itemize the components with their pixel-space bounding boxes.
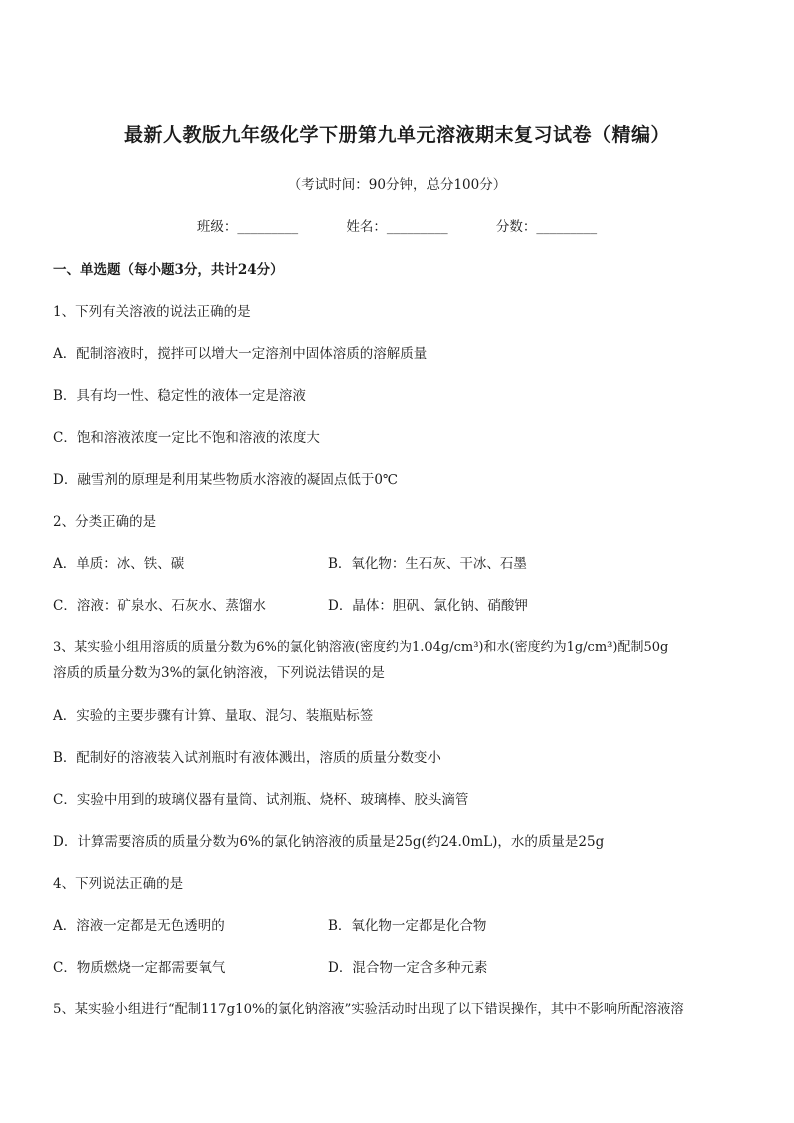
question-3-stem-line1: 3、某实验小组用溶质的质量分数为6%的氯化钠溶液(密度约为1.04g/cm³)和水(密度约为1g/cm³)配制50g — [53, 640, 669, 655]
question-2-stem: 2、分类正确的是 — [53, 514, 157, 530]
question-1-option-c: C．饱和溶液浓度一定比不饱和溶液的浓度大 — [53, 430, 320, 446]
student-info-row — [0, 215, 794, 235]
question-2-option-b: B．氧化物：生石灰、干冰、石墨 — [328, 556, 527, 572]
question-4-option-d: D．混合物一定含多种元素 — [328, 960, 488, 976]
question-3-option-a: A．实验的主要步骤有计算、量取、混匀、装瓶贴标签 — [53, 708, 374, 724]
question-4-option-b: B．氧化物一定都是化合物 — [328, 918, 487, 934]
name-field: 姓名：_________ — [346, 219, 448, 235]
question-2-option-a: A．单质：冰、铁、碳 — [53, 556, 185, 572]
question-4-option-a: A．溶液一定都是无色透明的 — [53, 918, 225, 934]
question-1-option-b: B．具有均一性、稳定性的液体一定是溶液 — [53, 388, 306, 404]
question-4-stem: 4、下列说法正确的是 — [53, 876, 184, 892]
question-3-option-b: B．配制好的溶液装入试剂瓶时有液体溅出，溶质的质量分数变小 — [53, 750, 441, 766]
question-1-option-a: A．配制溶液时，搅拌可以增大一定溶剂中固体溶质的溶解质量 — [53, 346, 428, 362]
question-1-option-d: D．融雪剂的原理是利用某些物质水溶液的凝固点低于0℃ — [53, 472, 399, 488]
question-2-option-c: C．溶液：矿泉水、石灰水、蒸馏水 — [53, 598, 266, 614]
question-3-option-c: C．实验中用到的玻璃仪器有量筒、试剂瓶、烧杯、玻璃棒、胶头滴管 — [53, 792, 469, 808]
page-title: 最新人教版九年级化学下册第九单元溶液期末复习试卷（精编） — [123, 124, 670, 146]
question-3-stem-line2: 溶质的质量分数为3%的氯化钠溶液，下列说法错误的是 — [53, 665, 385, 681]
question-1-stem: 1、下列有关溶液的说法正确的是 — [53, 304, 251, 320]
score-field: 分数：_________ — [495, 219, 598, 235]
question-5-stem: 5、某实验小组进行“配制117g10%的氯化钠溶液”实验活动时出现了以下错误操作，其中不影响所配溶液溶 — [53, 1002, 684, 1017]
class-field: 班级：_________ — [196, 219, 299, 235]
section-heading: 一、单选题（每小题3分，共计24分） — [53, 262, 284, 278]
question-3-option-d: D．计算需要溶质的质量分数为6%的氯化钠溶液的质量是25g(约24.0mL)，水的质量是25g — [53, 834, 605, 850]
question-2-option-d: D．晶体：胆矾、氯化钠、硝酸钾 — [328, 598, 528, 614]
question-4-option-c: C．物质燃烧一定都需要氧气 — [53, 960, 226, 976]
exam-subtitle: （考试时间：90分钟，总分100分） — [287, 177, 507, 193]
